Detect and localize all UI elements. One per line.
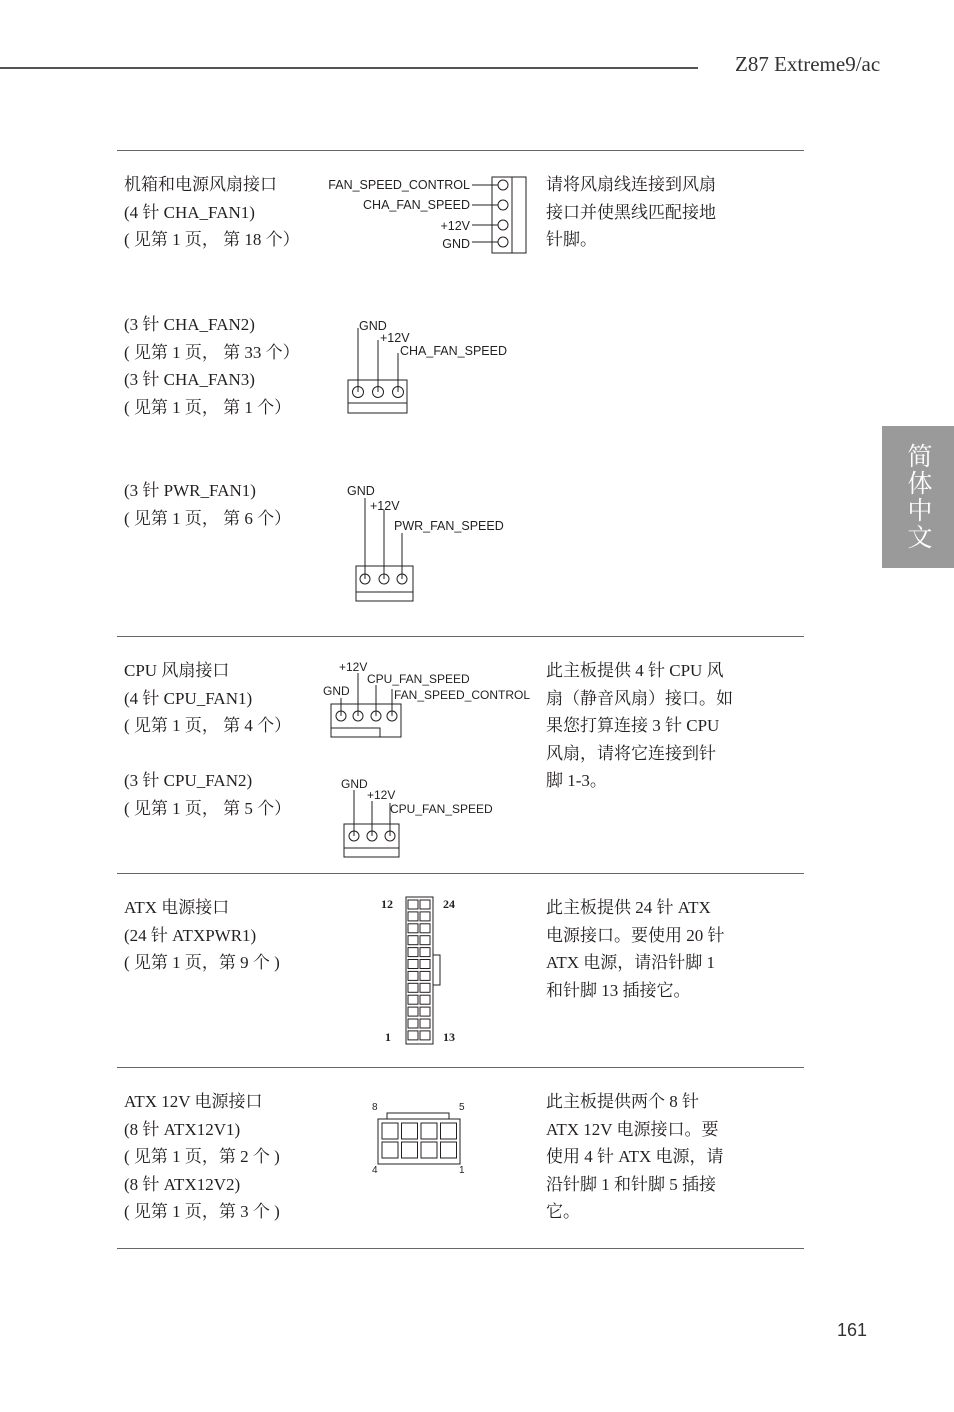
pin-cell (420, 936, 430, 945)
text-line: ( 见第 1 页，第 3 个 ) (124, 1202, 280, 1221)
pin-label: +12V (440, 219, 470, 233)
text-line: ( 见第 1 页， 第 6 个） (124, 508, 292, 528)
text-line: 此主板提供两个 8 针 (546, 1092, 699, 1111)
pin-cell (408, 1031, 418, 1040)
pin-label: CHA_FAN_SPEED (400, 344, 507, 358)
section-divider (117, 1067, 804, 1068)
pin-cell (420, 1019, 430, 1028)
pin-label: CPU_FAN_SPEED (367, 672, 470, 686)
text-line: ATX 12V 电源接口。要 (546, 1119, 719, 1139)
text-line: ( 见第 1 页，第 9 个 ) (124, 953, 280, 972)
pin-label: +12V (370, 499, 400, 513)
pin-label: GND (347, 484, 375, 498)
pin-label: CHA_FAN_SPEED (363, 198, 470, 212)
text-line: (3 针 CHA_FAN3) (124, 370, 255, 389)
pin-cell (402, 1142, 418, 1158)
text-line: 风扇，请将它连接到针 (546, 743, 716, 763)
text-line: (3 针 PWR_FAN1) (124, 481, 256, 500)
pin-label: GND (341, 777, 368, 791)
pin-label: CPU_FAN_SPEED (390, 802, 493, 816)
text-line: 接口并使黑线匹配接地 (546, 202, 716, 222)
atx-24pin-diagram (375, 892, 475, 1052)
pin-cell (408, 960, 418, 969)
pin-label: FAN_SPEED_CONTROL (328, 178, 470, 192)
pin-number: 1 (459, 1165, 465, 1176)
cha-fan23-diagram (340, 314, 530, 419)
pin-number: 5 (459, 1102, 465, 1113)
pin-cell (402, 1123, 418, 1139)
text-line: 请将风扇线连接到风扇 (546, 175, 716, 194)
text-line: ATX 电源，请沿针脚 1 (546, 953, 716, 972)
text-line (124, 740, 291, 768)
text-line: ( 见第 1 页， 第 33 个） (124, 342, 300, 362)
cpu-fan1-diagram (320, 656, 535, 742)
text-line: 针脚。 (546, 230, 597, 249)
atx-power-title (124, 894, 280, 977)
text-line: (8 针 ATX12V2) (124, 1174, 241, 1194)
pin-cell (420, 1007, 430, 1016)
pin-cell (408, 936, 418, 945)
text-line: 使用 4 针 ATX 电源，请 (546, 1147, 724, 1166)
pwr-fan1-diagram (344, 480, 534, 606)
pin-cell (420, 900, 430, 909)
text-line: 机箱和电源风扇接口 (124, 175, 277, 194)
pin-label: GND (323, 684, 350, 698)
pin-cell (420, 995, 430, 1004)
text-line: (24 针 ATXPWR1) (124, 925, 257, 945)
pin-label: GND (359, 319, 387, 333)
pin-cell (421, 1142, 437, 1158)
text-line: ( 见第 1 页， 第 5 个） (124, 798, 292, 818)
section-divider (117, 150, 804, 151)
page-number: 161 (837, 1320, 868, 1340)
text-line: 脚 1-3。 (546, 771, 607, 790)
section-divider (117, 1248, 804, 1249)
text-line: 果您打算连接 3 针 CPU (546, 716, 720, 735)
pin-cell (441, 1123, 457, 1139)
pin-cell (420, 1031, 430, 1040)
document-title: Z87 Extreme9/ac (735, 52, 881, 76)
pin-cell (420, 983, 430, 992)
text-line: 沿针脚 1 和针脚 5 插接 (546, 1174, 716, 1194)
pin-cell (408, 948, 418, 957)
language-tab (882, 426, 954, 568)
text-line: 此主板提供 24 针 ATX (546, 898, 711, 917)
section-divider (117, 873, 804, 874)
text-line: (8 针 ATX12V1) (124, 1119, 241, 1139)
cpu-fan-description (546, 657, 733, 795)
pin-number: 13 (443, 1030, 455, 1044)
pin-cell (420, 960, 430, 969)
atx-power-description (546, 894, 725, 1004)
text-line: ATX 电源接口 (124, 898, 230, 917)
text-line: 电源接口。要使用 20 针 (546, 925, 725, 945)
pwr-fan1-title (124, 477, 291, 532)
pin-cell (408, 900, 418, 909)
pin-cell (420, 948, 430, 957)
pin-cell (420, 924, 430, 933)
pin-number: 4 (372, 1165, 378, 1176)
text-line: (4 针 CHA_FAN1) (124, 202, 255, 222)
pin-label: PWR_FAN_SPEED (394, 519, 504, 533)
pin-cell (408, 1007, 418, 1016)
cha-fan23-title (124, 311, 300, 421)
text-line: ATX 12V 电源接口 (124, 1092, 263, 1111)
text-line: 此主板提供 4 针 CPU 风 (546, 661, 724, 680)
atx12v-8pin-diagram (365, 1096, 475, 1180)
text-line: (3 针 CPU_FAN2) (124, 771, 253, 790)
pin-cell (382, 1142, 398, 1158)
text-line: (4 针 CPU_FAN1) (124, 688, 253, 708)
atx12v-description (546, 1088, 724, 1226)
pin-label: FAN_SPEED_CONTROL (394, 688, 531, 702)
cpu-fan-title (124, 657, 291, 822)
cha-fan1-description (546, 171, 716, 254)
pin-label: +12V (380, 331, 410, 345)
pin-cell (408, 983, 418, 992)
pin-number: 1 (385, 1030, 391, 1044)
pin-number: 8 (372, 1102, 378, 1113)
atx12v-title (124, 1088, 280, 1226)
text-line: ( 见第 1 页， 第 18 个） (124, 230, 300, 249)
pin-number: 12 (381, 897, 393, 911)
pin-cell (421, 1123, 437, 1139)
text-line: ( 见第 1 页， 第 4 个） (124, 716, 292, 735)
language-tab-label: 简体中文 (904, 443, 932, 551)
text-line: 它。 (546, 1202, 580, 1221)
pin-cell (408, 971, 418, 980)
pin-label: GND (442, 237, 470, 251)
text-line: (3 针 CHA_FAN2) (124, 315, 255, 334)
cpu-fan2-diagram (338, 774, 528, 862)
cha-fan1-title (124, 171, 300, 254)
pin-cell (408, 924, 418, 933)
pin-label: +12V (367, 788, 396, 802)
pin-cell (408, 912, 418, 921)
pin-cell (420, 971, 430, 980)
pin-number: 24 (443, 897, 455, 911)
pin-cell (408, 995, 418, 1004)
pin-label: +12V (339, 660, 368, 674)
text-line: CPU 风扇接口 (124, 661, 230, 680)
pin-cell (408, 1019, 418, 1028)
text-line: 和针脚 13 插接它。 (546, 980, 691, 1000)
text-line: ( 见第 1 页，第 2 个 ) (124, 1147, 280, 1166)
cha-fan1-diagram (318, 172, 533, 257)
header-rule (0, 67, 698, 69)
section-divider (117, 636, 804, 637)
text-line: 扇（静音风扇）接口。如 (546, 688, 733, 708)
pin-cell (382, 1123, 398, 1139)
pin-cell (441, 1142, 457, 1158)
pin-cell (420, 912, 430, 921)
text-line: ( 见第 1 页， 第 1 个） (124, 397, 292, 417)
